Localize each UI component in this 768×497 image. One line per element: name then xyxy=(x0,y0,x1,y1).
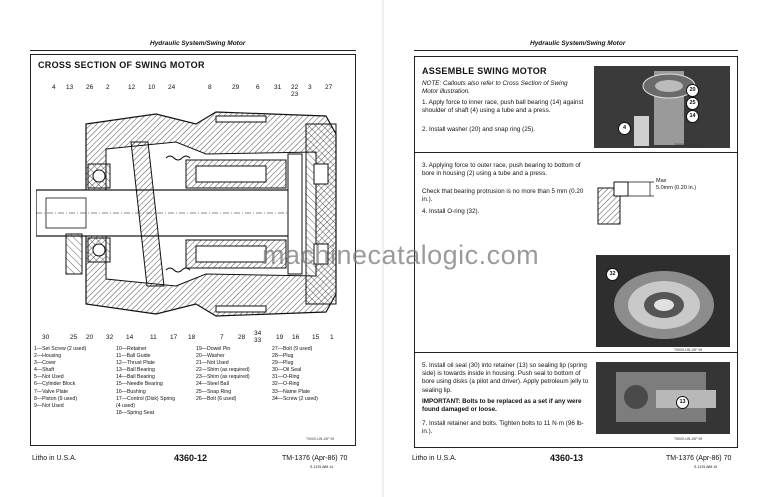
footer-sub: S-1376 A86 15 xyxy=(694,465,718,469)
legend-col3 xyxy=(196,346,250,403)
important-note xyxy=(422,398,590,414)
footer-litho: Litho in U.S.A. xyxy=(32,455,77,462)
callout-15: 15 xyxy=(312,334,320,341)
callout-3: 3 xyxy=(308,84,312,91)
photo-callout-4: 4 xyxy=(618,122,631,135)
legend-col4 xyxy=(272,346,318,403)
callout-34: 34 xyxy=(254,330,262,337)
important-label: IMPORTANT: xyxy=(422,398,461,405)
legend-item: 16—Bushing xyxy=(116,388,146,395)
step-5: 5. Install oil seal (30) into retainer (13) so sealing lip (spring side) is towards inside in housing. Push seal to bottom of bore using disks (a pilot and driver). Apply petroleum jelly to sealing lip. xyxy=(422,362,589,394)
callout-16: 16 xyxy=(292,334,300,341)
legend-item: 30—Oil Seal xyxy=(272,367,302,374)
callout-6: 6 xyxy=(256,84,260,91)
callout-32: 32 xyxy=(106,334,114,341)
footer-sub: S-1376 A86 14 xyxy=(310,465,334,469)
running-head: Hydraulic System/Swing Motor xyxy=(530,40,626,47)
callout-10: 10 xyxy=(148,84,156,91)
legend-item: (4 used) xyxy=(116,402,136,409)
watermark: machinecatalogic.com xyxy=(262,240,540,270)
legend-item: 2—Housing xyxy=(34,353,62,360)
callout-1: 1 xyxy=(330,334,334,341)
photo-callout-13: 13 xyxy=(676,396,689,409)
photo-bearing-on-shaft xyxy=(594,66,730,148)
legend-item: 34—Screw (2 used) xyxy=(272,395,318,402)
callout-33: 33 xyxy=(254,337,262,344)
legend-item: 10—Retainer xyxy=(116,346,147,352)
legend-item: 26—Bolt (6 used) xyxy=(196,395,237,402)
divider xyxy=(414,352,738,353)
header-rule xyxy=(414,50,738,51)
callout-note: NOTE: Callouts also refer to Cross Section of Swing Motor illustration. xyxy=(422,80,568,96)
photo1-id: T9000-UN-15F 99 xyxy=(674,143,703,147)
callout-25: 25 xyxy=(70,334,78,341)
footer-tm: TM-1376 (Apr-86) 70 xyxy=(666,455,732,462)
legend-col2 xyxy=(116,346,175,417)
callout-24: 24 xyxy=(168,84,176,91)
legend-item: 28—Plug xyxy=(272,353,294,360)
swing-motor-cross-section xyxy=(36,94,346,334)
section-title: ASSEMBLE SWING MOTOR xyxy=(422,66,547,76)
legend-item: 4—Shaft xyxy=(34,367,55,374)
callout-28: 28 xyxy=(238,334,246,341)
legend-item: 8—Piston (9 used) xyxy=(34,395,77,402)
legend-item: 22—Shim (as required) xyxy=(196,367,250,374)
legend-item: 1—Set Screw (2 used) xyxy=(34,346,87,352)
legend-item: 21—Not Used xyxy=(196,360,229,367)
legend-item: 23—Shim (as required) xyxy=(196,374,250,381)
bearing-check: Check that bearing protrusion is no more than 5 mm (0.20 in.). xyxy=(422,188,584,204)
legend-item: 27—Bolt (9 used) xyxy=(272,346,313,352)
legend-item: 25—Snap Ring xyxy=(196,388,232,395)
footer-litho: Litho in U.S.A. xyxy=(412,455,457,462)
important-text: Bolts to be replaced as a set if any were found damaged or loose. xyxy=(422,398,582,414)
callout-14: 14 xyxy=(126,334,134,341)
legend-item: 18—Spring Seat xyxy=(116,409,155,416)
callout-2: 2 xyxy=(106,84,110,91)
running-head: Hydraulic System/Swing Motor xyxy=(150,40,246,47)
callout-11: 11 xyxy=(150,334,157,341)
footer-tm: TM-1376 (Apr-86) 70 xyxy=(282,455,348,462)
legend-item: 24—Steel Ball xyxy=(196,381,229,388)
legend-item: 7—Valve Plate xyxy=(34,388,68,395)
callout-23: 23 xyxy=(291,91,299,98)
legend-item: 9—Not Used xyxy=(34,402,64,409)
figure-id: T9000-UN-15F 99 xyxy=(306,437,335,441)
legend-item: 31—O-Ring xyxy=(272,374,300,381)
photo-callout-25: 25 xyxy=(686,97,699,110)
legend-item: 32—O-Ring xyxy=(272,381,300,388)
callout-19: 19 xyxy=(276,334,284,341)
legend-item: 12—Thrust Plate xyxy=(116,360,155,367)
callout-27: 27 xyxy=(325,84,333,91)
callout-7: 7 xyxy=(220,334,224,341)
legend-item: 17—Control (Disk) Spring xyxy=(116,395,176,402)
callout-18: 18 xyxy=(188,334,196,341)
photo-callout-20: 20 xyxy=(686,84,699,97)
legend-col1 xyxy=(34,346,86,410)
callout-8: 8 xyxy=(208,84,212,91)
callout-17: 17 xyxy=(170,334,178,341)
legend-item: 29—Plug xyxy=(272,360,294,367)
dimension-value: 5.0mm (0.20 in.) xyxy=(656,185,697,191)
legend-item: 11—Ball Guide xyxy=(116,353,151,360)
callout-12: 12 xyxy=(128,84,136,91)
footer-page-number: 4360-12 xyxy=(174,453,208,463)
legend-item: 5—Not Used xyxy=(34,374,64,381)
step-7: 7. Install retainer and bolts. Tighten bolts to 11 N·m (96 lb-in.). xyxy=(422,420,584,436)
legend-item: 3—Cover xyxy=(34,360,56,367)
photo3-id: T9000-UN-15F 99 xyxy=(674,437,703,441)
section-title: CROSS SECTION OF SWING MOTOR xyxy=(38,60,205,70)
step-2: 2. Install washer (20) and snap ring (25). xyxy=(422,126,536,133)
callout-20: 20 xyxy=(86,334,94,341)
photo-callout-32: 32 xyxy=(606,268,619,281)
photo-callout-14: 14 xyxy=(686,110,699,123)
legend-item: 20—Washer xyxy=(196,353,225,360)
legend-item: 13—Ball Bearing xyxy=(116,367,155,374)
photo-retainer-seal xyxy=(596,362,730,434)
callout-30: 30 xyxy=(42,334,50,341)
callout-4: 4 xyxy=(52,84,56,91)
step-3: 3. Applying force to outer race, push bearing to bottom of bore in housing (2) using a tube and a press. xyxy=(422,162,581,178)
legend-item: 6—Cylinder Block xyxy=(34,381,76,388)
dimension-max: Max xyxy=(656,178,667,184)
header-rule xyxy=(30,50,356,51)
step-1: 1. Apply force to inner race, push ball bearing (14) against shoulder of shaft (4) using a tube and a press. xyxy=(422,99,584,115)
callout-13: 13 xyxy=(66,84,74,91)
legend-item: 19—Dowel Pin xyxy=(196,346,231,352)
step-4: 4. Install O-ring (32). xyxy=(422,208,480,215)
legend-item: 15—Needle Bearing xyxy=(116,381,163,388)
legend-item: 33—Name Plate xyxy=(272,388,311,395)
footer-page-number: 4360-13 xyxy=(550,453,584,463)
divider xyxy=(414,152,738,153)
photo2-id: T9000-UN-15F 99 xyxy=(674,348,703,352)
legend-item: 14—Ball Bearing xyxy=(116,374,155,381)
callout-22: 22 xyxy=(291,84,299,91)
callout-31: 31 xyxy=(274,84,282,91)
callout-29: 29 xyxy=(232,84,240,91)
callout-26: 26 xyxy=(86,84,94,91)
